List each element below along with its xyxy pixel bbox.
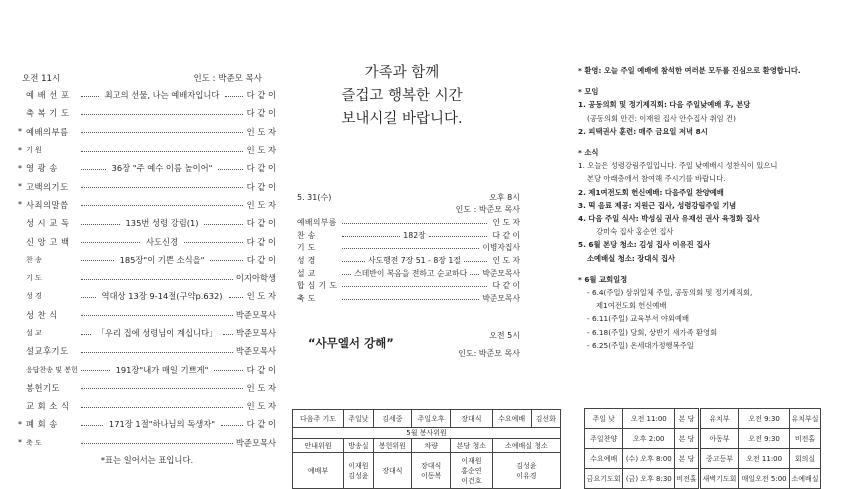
order-item [297,216,520,229]
leader-dots [81,279,233,280]
order-person: 다 같 이 [246,364,276,375]
schedule-cell: 본 당 [675,449,700,469]
order-person: 인 도 자 [246,401,276,412]
order-content: 36장 "주 예수 이름 높이어" [111,163,213,174]
dawn-service [292,330,520,359]
greeting-line: 보내시길 바랍니다. [341,111,463,127]
order-content: 최고의 선물, 나는 예배자입니다 [104,90,220,101]
order-label: 응답찬송 및 봉헌 [26,365,78,374]
order-person: 다 같 이 [246,419,276,430]
order-label: 찬 송 [297,230,316,240]
duty-cell: 수요예배 [492,410,531,428]
order-item [18,306,276,324]
stand-marker: * [18,200,22,210]
meeting-list [578,98,850,138]
evening-leader: 인도 : 박준모 목사 [455,205,520,214]
order-person: 박준모목사 [235,328,277,338]
leader-dots [81,96,99,97]
order-label: 설 교 [26,329,42,337]
schedule-cell: 오전 11:00 [623,409,675,429]
order-item [18,379,276,397]
order-person: 다 같 이 [492,230,521,240]
morning-order-list [18,86,276,452]
notice-line: - 6.11(주일) 교육부서 야외예배 [587,314,690,324]
leader-dots [342,223,487,224]
order-content: 171장 1절"하나님의 독생자" [108,419,216,430]
schedule-cell: 아동부 [699,429,739,449]
order-label: 축 복 기 도 [26,108,70,119]
order-item [18,159,276,177]
order-person: 인 도 자 [246,126,276,137]
schedule-cell: 주일찬양 [585,429,623,449]
order-content: 스데반이 복음을 전하고 순교하다 [354,268,468,278]
meeting-heading: * 모임 [578,87,599,97]
evening-order-list [292,216,520,305]
order-label: 예 배 선 포 [26,90,70,101]
order-content: 역대상 13장 9-14절(구약p.632) [101,291,223,302]
leader-dots [204,224,243,225]
order-label: 기 도 [297,243,316,253]
schedule-cell: 회의실 [790,449,821,469]
leader-dots [81,205,243,206]
duty-cell: 김선화 [531,410,560,428]
order-label: 합 심 기 도 [297,281,338,291]
order-person: 인 도 자 [246,291,277,302]
schedule-cell: 오후 2:00 [623,429,675,449]
leader-dots [81,388,243,389]
order-item [297,254,520,267]
morning-header [18,72,276,86]
duty-value-cell: 예배부 [293,453,344,489]
order-label: 예배의부름 [26,126,69,137]
order-person: 이지아학생 [235,273,276,284]
order-item [18,415,276,433]
order-item [18,196,276,214]
order-label: 설교후기도 [26,346,69,357]
notice-line: 5. 6월 본당 청소: 김성 집사 이유진 집사 [578,240,711,250]
leader-dots [464,261,487,262]
duty-title: 5월 봉사위원 [293,428,561,439]
order-person: 박준모목사 [235,309,276,320]
leader-dots [81,132,243,133]
greeting-line: 가족과 함께 [364,65,440,81]
schedule-cell: 오전 11:00 [739,449,790,469]
order-person: 박준모목사 [235,346,276,357]
order-person: 이병자집사 [482,243,520,253]
morning-service [18,72,276,466]
order-content: 182장 [403,230,426,240]
duty-cell: 김세중 [373,410,412,428]
order-person: 다 같 이 [246,163,276,174]
order-content: 185장"이 기쁜 소식을" [119,254,205,265]
duty-cell: 주일오후 [412,410,451,428]
order-person: 인 도 자 [492,217,520,227]
leader-dots [342,261,365,262]
order-label: 축 도 [26,438,42,447]
evening-time: 오후 8시 [489,193,520,202]
order-label: 영 광 송 [26,163,58,174]
order-person: 다 같 이 [246,90,276,101]
order-person: 박준모목사 [482,293,520,303]
june-heading: * 6월 교회일정 [578,274,628,284]
order-person: 다 같 이 [492,281,520,291]
order-item [18,287,276,305]
stand-marker: * [18,419,22,429]
order-label: 고백의기도 [26,181,69,192]
leader-dots [218,169,243,170]
duty-values-row [293,453,561,489]
stand-marker: * [18,127,22,137]
leader-dots [225,96,243,97]
order-person: 박준모목사 [482,268,520,278]
order-item [297,279,520,292]
schedule-cell: 오전 9:30 [739,429,790,449]
order-label: 찬 송 [26,255,42,264]
welcome-text: * 환영: 오늘 주일 예배에 참석한 여러분 모두를 진심으로 환영합니다. [578,66,801,75]
schedule-cell: 비전홀 [675,469,700,489]
order-person: 다 같 이 [246,181,276,192]
notice-line: 2. 제1여전도회 헌신예배: 다음주일 찬양예배 [578,187,724,197]
order-item [18,342,276,360]
leader-dots [429,236,487,237]
order-label: 교 회 소 식 [26,401,70,412]
greeting [292,62,512,131]
duty-value-cell: 장대식 [373,453,412,489]
june-schedule-list [578,286,850,352]
leader-dots [81,425,103,426]
leader-dots [81,224,120,225]
order-item [18,141,276,159]
leader-dots [214,370,243,371]
leader-dots [81,297,96,298]
order-label: 폐 회 송 [26,419,58,430]
order-item [18,269,276,287]
leader-dots [81,242,140,243]
duty-table [292,409,561,489]
order-label: 기 도 [26,274,42,283]
evening-service [292,192,520,305]
leader-dots [81,169,106,170]
schedule-cell: 본 당 [675,409,700,429]
duty-value-cell: 장대식 이동복 [412,453,451,489]
order-item [297,267,520,280]
schedule-cell: 유치부 [699,409,739,429]
news-list [578,159,850,265]
schedule-cell: 매일오전 5:00 [739,469,790,489]
schedule-cell: 비전홀 [790,429,821,449]
order-item [18,214,276,232]
order-item [18,232,276,250]
notice-line: (공동의회 안건: 이재원 집사 안수집사 취임 건) [587,113,736,123]
order-item [18,397,276,415]
order-person: 다 같 이 [246,108,276,119]
schedule-cell: 수요예배 [585,449,623,469]
notice-line: - 6.25(주일) 온세대가정행복주일 [587,340,694,350]
order-item [18,360,276,378]
order-item [18,86,276,104]
stand-marker: * [18,163,22,173]
stand-marker: * [18,182,22,192]
notice-line: 3. 떡 음료 제공: 지원근 집사, 성령강림주일 기념 [578,200,737,210]
notice-line: 4. 다음 주일 식사: 박성심 권사 유재선 권사 육정화 집사 [578,214,760,224]
leader-dots [81,315,233,316]
order-content: 「우리 집에 성령님이 계십니다」 [96,328,218,338]
duty-head-cell: 차량 [412,439,451,453]
order-item [18,251,276,269]
schedule-cell: (금) 오후 8:30 [623,469,675,489]
leader-dots [184,242,243,243]
duty-head-cell: 봉헌위원 [373,439,412,453]
duty-cell: 주일낮 [344,410,373,428]
duty-header-row [293,439,561,453]
leader-dots [342,274,351,275]
order-content: 135번 성령 강림(1) [125,218,199,229]
leader-dots [223,334,233,335]
order-content: 191장"내가 매일 기쁘게" [115,364,209,375]
order-label: 설 교 [297,268,316,278]
leader-dots [81,407,243,408]
order-person: 인 도 자 [492,255,521,265]
leader-dots [81,352,233,353]
standing-note: *표는 일어서는 표입니다. [100,454,194,465]
evening-date: 5. 31(수) [297,193,332,202]
schedule-row [585,449,821,469]
leader-dots [81,151,243,152]
duty-cell: 장대식 [451,410,493,428]
schedule-cell: (수) 오후 8:00 [623,449,675,469]
duty-head-cell: 소예배실 청소 [492,439,560,453]
order-label: 신 앙 고 백 [26,236,70,247]
leader-dots [342,236,400,237]
leader-dots [342,286,487,287]
notice-line: - 6.4(주일) 삼위일체 주일, 공동의회 및 정기제직회, [587,288,753,298]
schedule-cell: 오전 9:30 [739,409,790,429]
leader-dots [81,260,114,261]
order-label: 봉헌기도 [26,382,61,393]
leader-dots [81,187,243,188]
order-label: 성 찬 식 [26,309,58,320]
leader-dots [221,425,243,426]
schedule-cell: 주일 낮 [585,409,623,429]
order-label: 축 도 [297,293,316,303]
stand-marker: * [18,438,22,448]
order-item [297,229,520,242]
prayer-row [293,410,561,428]
schedule-table [584,408,821,489]
order-person: 다 같 이 [246,218,277,229]
order-person: 인 도 자 [246,382,276,393]
order-person: 인 도 자 [246,199,276,210]
duty-value-cell: 김성윤 이유경 [492,453,560,489]
notices [578,64,850,352]
order-label: 성 경 [26,292,42,301]
order-item [18,434,276,452]
stand-marker: * [18,145,22,155]
news-heading: * 소식 [578,148,599,158]
notice-line: 본당 아래층에서 참여해 주시기를 바랍니다. [587,174,726,184]
order-person: 박준모목사 [235,437,276,448]
leader-dots [470,274,479,275]
notice-line: 2. 피택권사 훈련: 매주 금요일 저녁 8시 [578,126,708,136]
morning-time: 오전 11시 [22,74,61,84]
evening-header [292,192,520,204]
notice-line: 1. 오늘은 성령강림주일입니다. 주일 낮예배시 성찬식이 있으니 [578,161,778,171]
order-item [18,177,276,195]
duty-cell: 다음주 기도 [293,410,344,428]
order-label: 성 시 교 독 [26,218,70,229]
order-item [18,104,276,122]
order-label: 사죄의말씀 [26,199,69,210]
schedule-cell: 중고등부 [699,449,739,469]
leader-dots [81,370,110,371]
leader-dots [229,297,244,298]
order-person: 인 도 자 [246,145,276,156]
duty-head-cell: 방송실 [344,439,373,453]
order-person: 다 같 이 [246,236,276,247]
schedule-cell: 소예배실 [790,469,821,489]
dawn-time: 오전 5시 [489,331,520,340]
schedule-cell: 유치부실 [790,409,821,429]
leader-dots [210,260,243,261]
leader-dots [342,248,479,249]
dawn-leader: 인도: 박준모 목사 [458,349,520,358]
schedule-row [585,409,821,429]
schedule-row [585,469,821,489]
order-item [18,324,276,342]
schedule-cell: 본 당 [675,429,700,449]
order-item [297,241,520,254]
duty-value-cell: 이재원 홍순연 이건호 [451,453,493,489]
duty-head-cell: 안내위원 [293,439,344,453]
order-content: 사도신경 [145,236,179,247]
dawn-title: “사무엘서 강해” [308,336,394,350]
order-label: 성 경 [297,255,316,265]
notice-line: 1. 공동의회 및 정기제직회: 다음 주일낮예배 후, 본당 [578,100,751,110]
order-label: 예배의부름 [297,217,337,227]
duty-value-cell: 이재원 김성윤 [344,453,373,489]
schedule-cell: 금요기도회 [585,469,623,489]
order-content: 사도행전 7장 51 - 8장 1절 [368,255,461,265]
duty-head-cell: 본당 청소 [451,439,493,453]
leader-dots [81,114,243,115]
notice-line: - 6.18(주일) 당회, 상반기 새가족 환영회 [587,327,718,337]
order-item [297,292,520,305]
notice-line: 소예배실 청소: 장대식 집사 [587,253,676,263]
notice-line: 제1여전도회 헌신예배 [596,301,667,311]
greeting-line: 즐겁고 행복한 시간 [341,88,463,104]
morning-leader: 인도 : 박준모 목사 [193,74,262,84]
leader-dots [81,443,233,444]
schedule-row [585,429,821,449]
order-person: 다 같 이 [246,254,277,265]
leader-dots [81,334,91,335]
order-item [18,123,276,141]
leader-dots [342,299,479,300]
notice-line: 강미숙 집사 홍순연 집사 [596,227,674,237]
order-label: 기 원 [26,146,42,155]
dawn-header [292,330,520,350]
schedule-cell: 새벽기도회 [699,469,739,489]
